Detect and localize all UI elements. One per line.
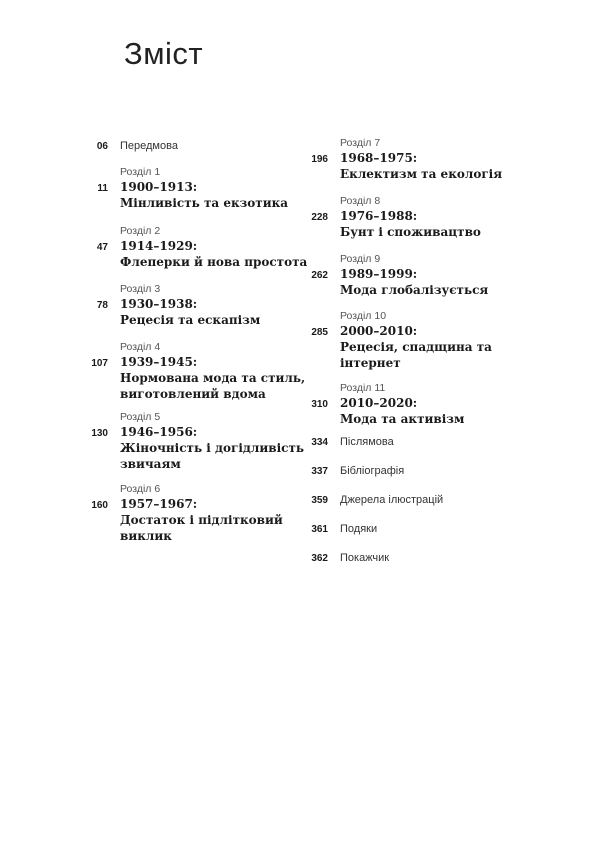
- page-number: 47: [96, 242, 108, 253]
- chapter-years: 1930–1938:: [120, 297, 198, 311]
- chapter-number: Розділ 10: [340, 310, 387, 322]
- page-number: 334: [311, 437, 328, 448]
- chapter-years: 1968–1975:: [340, 151, 418, 165]
- toc-label: Бібліографія: [340, 465, 405, 477]
- page-number: 130: [91, 428, 108, 439]
- chapter-number: Розділ 2: [120, 225, 161, 237]
- page-number: 361: [311, 524, 328, 535]
- toc-label: Покажчик: [340, 552, 390, 564]
- chapter-number: Розділ 7: [340, 137, 381, 149]
- page-number: 310: [311, 399, 328, 410]
- chapter-title: Мінливість та екзотика: [120, 196, 289, 210]
- page-number: 228: [311, 212, 328, 223]
- chapter-title: Рецесія, спадщина та інтернет: [340, 340, 492, 370]
- page-number: 11: [97, 183, 108, 194]
- chapter-years: 1914–1929:: [120, 239, 198, 253]
- page-number: 285: [311, 327, 328, 338]
- chapter-title: Мода та активізм: [340, 412, 465, 426]
- chapter-title: Еклектизм та екологія: [340, 167, 503, 181]
- page-number: 362: [311, 553, 328, 564]
- chapter-years: 1946–1956:: [120, 425, 198, 439]
- chapter-number: Розділ 4: [120, 341, 161, 353]
- chapter-title: Бунт і споживацтво: [340, 225, 481, 239]
- page-number: 337: [311, 466, 328, 477]
- page-number: 160: [91, 500, 108, 511]
- chapter-number: Розділ 1: [120, 166, 161, 178]
- page-number: 107: [91, 358, 108, 369]
- chapter-years: 1939–1945:: [120, 355, 198, 369]
- chapter-number: Розділ 9: [340, 253, 381, 265]
- chapter-title: Жіночність і догідливість звичаям: [120, 441, 305, 471]
- chapter-years: 1900–1913:: [120, 180, 198, 194]
- chapter-title: Нормована мода та стиль, виготовлений вдома: [120, 371, 306, 401]
- chapter-years: 1957–1967:: [120, 497, 198, 511]
- chapter-number: Розділ 3: [120, 283, 161, 295]
- page-number: 359: [311, 495, 328, 506]
- chapter-number: Розділ 6: [120, 483, 161, 495]
- chapter-years: 2010–2020:: [340, 396, 418, 410]
- chapter-number: Розділ 11: [340, 382, 386, 394]
- chapter-title: Мода глобалізується: [340, 283, 489, 297]
- chapter-title: Достаток і підлітковий виклик: [120, 513, 283, 543]
- chapter-title: Рецесія та ескапізм: [120, 313, 261, 327]
- chapter-number: Розділ 8: [340, 195, 381, 207]
- page-number: 196: [311, 154, 328, 165]
- toc-label: Післямова: [340, 436, 394, 448]
- page-number: 262: [311, 270, 328, 281]
- chapter-years: 1976–1988:: [340, 209, 418, 223]
- page-number: 78: [96, 300, 108, 311]
- page-title: Зміст: [124, 36, 204, 71]
- toc-label: Подяки: [340, 523, 378, 535]
- chapter-years: 1989–1999:: [340, 267, 418, 281]
- toc-label: Джерела ілюстрацій: [340, 494, 444, 506]
- toc-label: Передмова: [120, 140, 178, 152]
- chapter-title: Флеперки й нова простота: [120, 255, 308, 269]
- chapter-number: Розділ 5: [120, 411, 161, 423]
- page-number: 06: [96, 141, 108, 152]
- chapter-years: 2000–2010:: [340, 324, 418, 338]
